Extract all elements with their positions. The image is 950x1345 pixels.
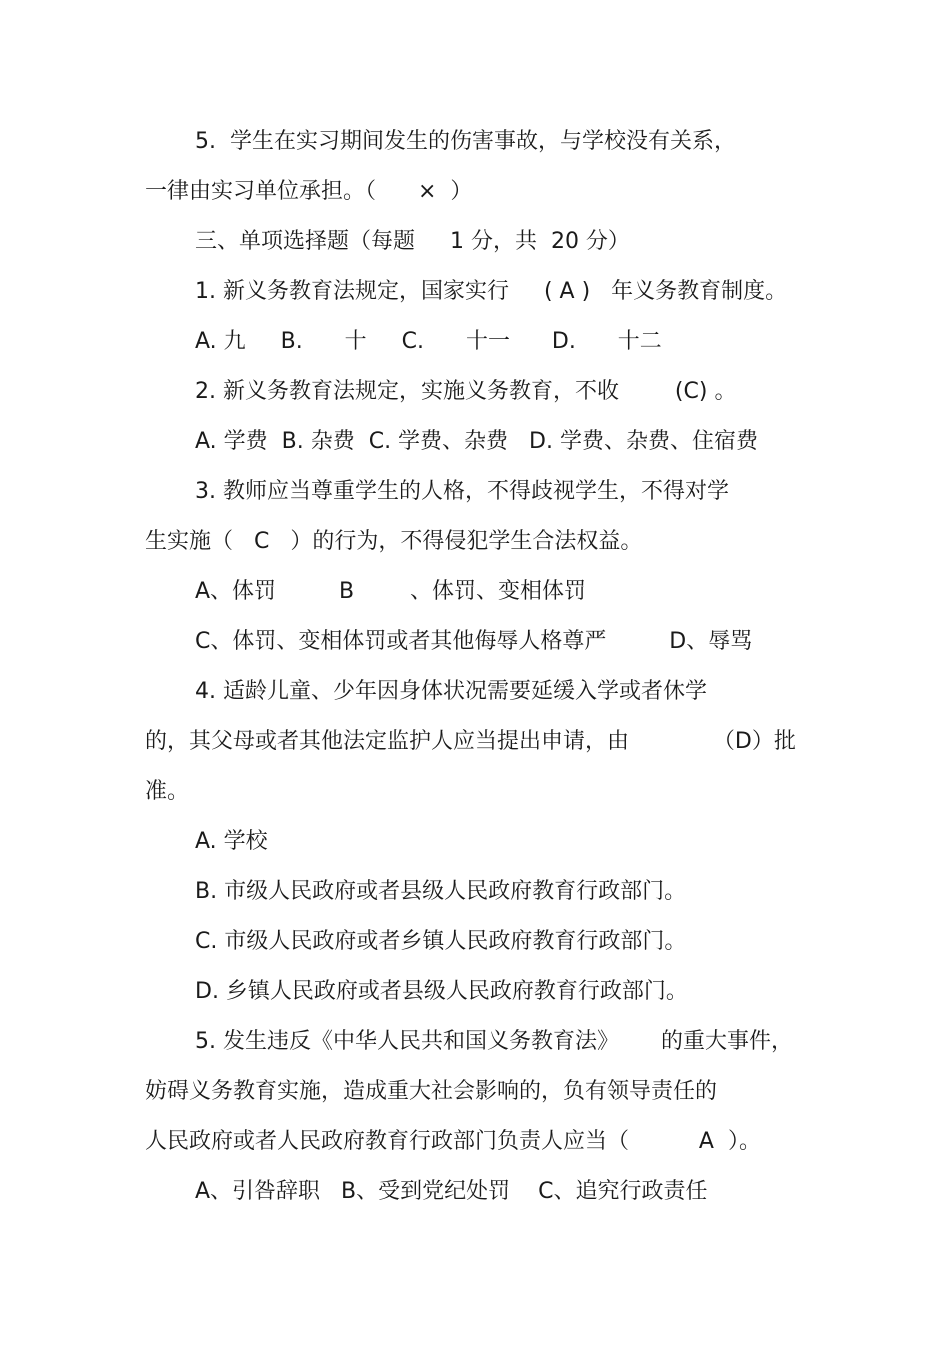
question-5-options: A、引咎辞职 B、受到党纪处罚 C、追究行政责任 bbox=[195, 1179, 708, 1204]
question-4-option-a: A. 学校 bbox=[195, 829, 268, 854]
question-4-option-d: D. 乡镇人民政府或者县级人民政府教育行政部门。 bbox=[195, 979, 688, 1004]
question-2-options: A. 学费 B. 杂费 C. 学费、杂费 D. 学费、杂费、住宿费 bbox=[195, 429, 758, 454]
section-heading: 三、单项选择题（每题 1 分，共 20 分） bbox=[195, 229, 630, 254]
question-3-line-2: 生实施（ C ）的行为，不得侵犯学生合法权益。 bbox=[145, 529, 643, 554]
question-4-line-2: 的，其父母或者其他法定监护人应当提出申请，由 （D）批 bbox=[145, 729, 796, 754]
question-4-option-b: B. 市级人民政府或者县级人民政府教育行政部门。 bbox=[195, 879, 687, 904]
question-1-options: A. 九 B. 十 C. 十一 D. 十二 bbox=[195, 329, 662, 354]
question-4-line-1: 4. 适龄儿童、少年因身体状况需要延缓入学或者休学 bbox=[195, 679, 707, 704]
tf-question-5-line-1: 5. 学生在实习期间发生的伤害事故，与学校没有关系， bbox=[195, 129, 736, 154]
question-5-line-1: 5. 发生违反《中华人民共和国义务教育法》 的重大事件， bbox=[195, 1029, 793, 1054]
question-1: 1. 新义务教育法规定，国家实行 ( A ) 年义务教育制度。 bbox=[195, 279, 788, 304]
question-5-line-2: 妨碍义务教育实施，造成重大社会影响的，负有领导责任的 bbox=[145, 1079, 718, 1104]
question-3-options-2: C、体罚、变相体罚或者其他侮辱人格尊严 D、辱骂 bbox=[195, 629, 753, 654]
question-4-line-3: 准。 bbox=[145, 779, 190, 804]
tf-question-5-line-2: 一律由实习单位承担。（ × ） bbox=[145, 179, 473, 204]
question-2: 2. 新义务教育法规定，实施义务教育，不收 (C) 。 bbox=[195, 379, 737, 404]
question-4-option-c: C. 市级人民政府或者乡镇人民政府教育行政部门。 bbox=[195, 929, 687, 954]
question-3-line-1: 3. 教师应当尊重学生的人格，不得歧视学生，不得对学 bbox=[195, 479, 729, 504]
question-3-options-1: A、体罚 B 、体罚、变相体罚 bbox=[195, 579, 587, 604]
question-5-line-3: 人民政府或者人民政府教育行政部门负责人应当（ A ）。 bbox=[145, 1129, 761, 1154]
